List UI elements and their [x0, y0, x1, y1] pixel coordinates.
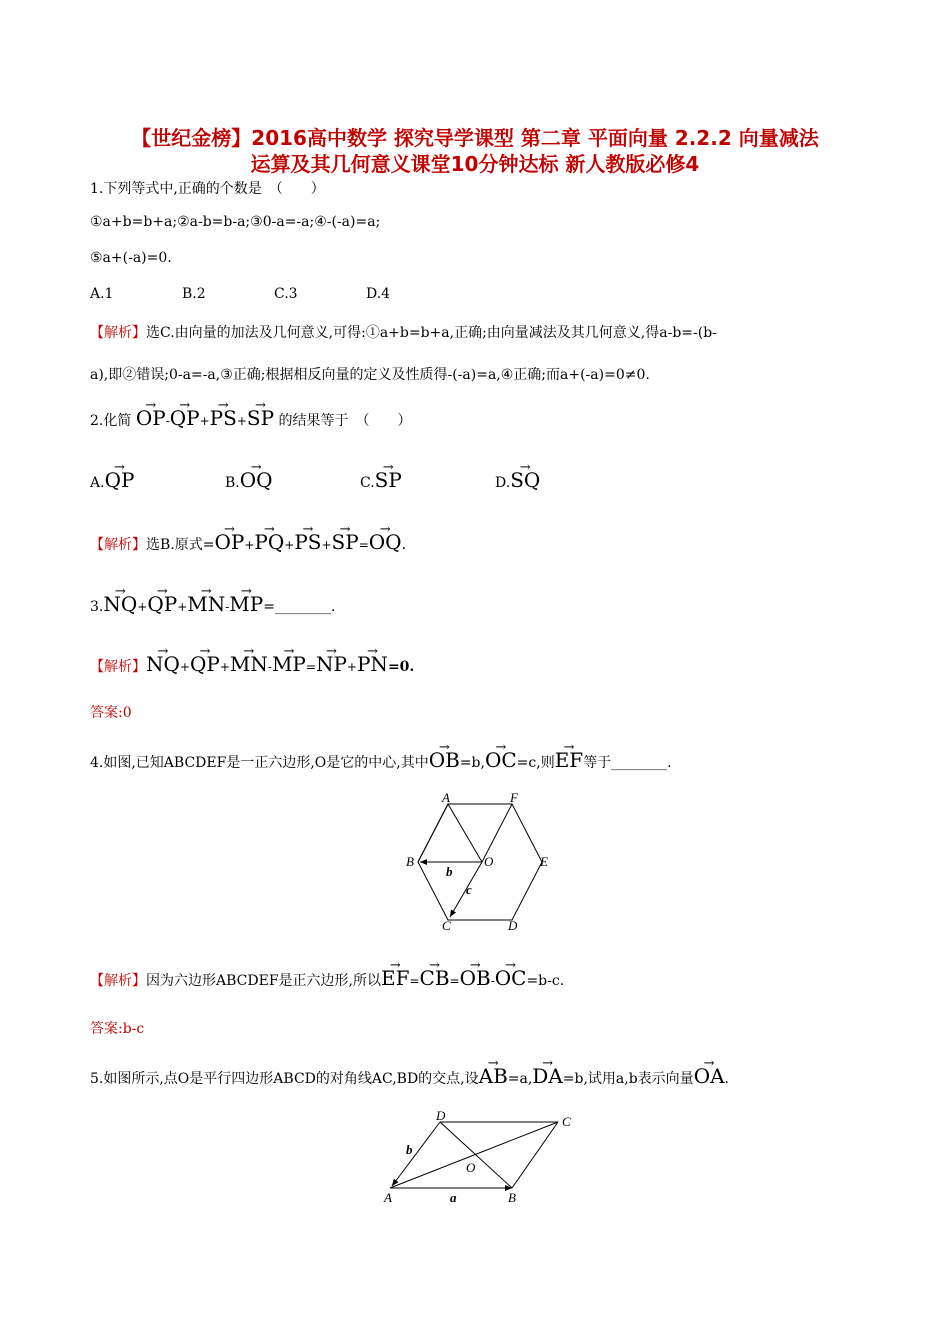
operator: - [490, 974, 495, 988]
q5-stem [90, 1056, 729, 1088]
vector: → OC [495, 958, 527, 988]
q3-analysis [90, 644, 414, 676]
q5-vector-da: → DA [532, 1056, 562, 1086]
q2-analysis-pre: 选B.原式= [146, 537, 215, 553]
q4-stem-post: 等于________. [583, 755, 672, 771]
q5-stem-pre: 5.如图所示,点O是平行四边形ABCD的对角线AC,BD的交点,设 [90, 1071, 479, 1087]
q5-vector-oa: → OA [694, 1056, 725, 1086]
fig-label-a: A [442, 792, 450, 805]
q3-answer: 答案:0 [90, 705, 132, 721]
operator: = [409, 974, 420, 988]
fig5-label-c: C [562, 1114, 571, 1129]
fig5-label-vec-a: a [450, 1190, 457, 1205]
q3-analysis-expression [146, 652, 388, 676]
vector: → SP [247, 398, 274, 428]
doc-title-line1: 【世纪金榜】2016高中数学 探究导学课型 第二章 平面向量 2.2.2 向量减法 [131, 126, 819, 150]
q3-blank: =________. [263, 599, 336, 615]
operator: + [346, 660, 357, 674]
doc-title-line2: 运算及其几何意义课堂10分钟达标 新人教版必修4 [250, 152, 700, 176]
fig-label-vec-c: c [466, 882, 472, 897]
q5-eq-b: =b,试用a,b表示向量 [562, 1071, 694, 1087]
operator: + [244, 538, 255, 552]
fig-label-vec-b: b [446, 864, 453, 879]
vector: → OP [214, 522, 244, 552]
q2-option-a-vector: → QP [105, 460, 135, 490]
vector: → PS [210, 398, 237, 428]
vector: → OB [460, 958, 491, 988]
fig5-label-d: D [436, 1110, 446, 1123]
vector: → PS [294, 522, 321, 552]
q5-eq-a: =a, [507, 1071, 533, 1087]
q4-analysis-end: =b-c. [526, 973, 565, 989]
q4-vector-ef: → EF [555, 740, 583, 770]
q1-item5: ⑤a+(-a)=0. [90, 250, 172, 266]
vector: → SP [332, 522, 359, 552]
q1-option-b: B.2 [182, 286, 206, 302]
q1-stem: 1.下列等式中,正确的个数是 （ ） [90, 181, 325, 197]
fig-label-c: C [442, 918, 451, 932]
q2-stem [90, 398, 412, 430]
q4-vector-oc: → OC [485, 740, 517, 770]
q2-option-d [495, 468, 541, 492]
operator: + [321, 538, 332, 552]
hexagon-figure [400, 792, 560, 932]
operator: = [305, 660, 316, 674]
analysis-tag: 【解析】 [90, 325, 146, 341]
vector: → EF [381, 958, 409, 988]
q5-stem-post: . [724, 1071, 729, 1087]
operator: + [284, 538, 295, 552]
operator: + [236, 414, 247, 428]
fig-label-e: E [540, 854, 548, 869]
parallelogram-figure [378, 1110, 588, 1210]
operator: + [177, 600, 188, 614]
q2-option-b-vector: → OQ [240, 460, 273, 490]
vector: → NQ [103, 584, 137, 614]
analysis-tag: 【解析】 [90, 537, 146, 553]
q2-option-c [360, 460, 495, 491]
vector: → OP [136, 398, 166, 428]
operator: - [267, 660, 272, 674]
q3-stem [90, 584, 335, 615]
operator: + [199, 414, 210, 428]
q2-option-b [225, 460, 360, 491]
q2-stem-pre: 2.化简 [90, 413, 132, 429]
q1-option-a: A.1 [90, 286, 114, 302]
operator: + [179, 660, 190, 674]
vector: → NQ [146, 644, 180, 674]
q4-answer: 答案:b-c [90, 1021, 145, 1037]
q2-option-c-vector: → SP [375, 460, 402, 490]
fig5-label-vec-b: b [406, 1142, 413, 1157]
q2-expression [135, 406, 275, 430]
q2-option-b-label: B. [225, 475, 240, 491]
q2-option-a [90, 460, 225, 491]
operator: + [219, 660, 230, 674]
vector: → PQ [254, 522, 284, 552]
fig-label-o: O [484, 854, 494, 869]
q3-number: 3. [90, 599, 104, 615]
q2-option-d-vector: → SQ [510, 460, 540, 490]
q1-options [90, 286, 390, 302]
vector: → NP [316, 644, 347, 674]
vector: → MN [230, 644, 268, 674]
q1-option-d: D.4 [366, 286, 391, 302]
q1-analysis-line1 [90, 322, 717, 342]
fig-label-b: B [406, 854, 414, 869]
operator: = [358, 538, 369, 552]
vector: → MP [272, 644, 306, 674]
q1-items: ①a+b=b+a;②a-b=b-a;③0-a=-a;④-(-a)=a; [90, 214, 381, 230]
q3-expression [103, 592, 264, 616]
q2-options [90, 460, 540, 491]
vector: → QP [190, 644, 220, 674]
q4-analysis [90, 958, 564, 990]
q2-analysis-end: . [401, 537, 407, 553]
operator: + [137, 600, 148, 614]
analysis-tag: 【解析】 [90, 659, 146, 675]
q3-analysis-end: =0. [387, 659, 415, 675]
operator: - [165, 414, 170, 428]
q4-stem-pre: 4.如图,已知ABCDEF是一正六边形,O是它的中心,其中 [90, 755, 429, 771]
q1-option-c: C.3 [274, 286, 298, 302]
vector: → MP [229, 584, 263, 614]
q4-eq-c: =c,则 [516, 755, 555, 771]
q4-vector-ob: → OB [429, 740, 460, 770]
fig-label-f: F [510, 792, 518, 805]
fig5-label-a: A [384, 1190, 392, 1205]
vector: → PN [357, 644, 388, 674]
q2-analysis [90, 522, 406, 554]
fig5-label-b: B [508, 1190, 516, 1205]
q4-analysis-expression [380, 966, 527, 990]
q2-option-d-label: D. [495, 475, 511, 491]
vector: → QP [147, 584, 177, 614]
operator: - [225, 600, 230, 614]
operator: = [449, 974, 460, 988]
q4-eq-b: =b, [459, 755, 485, 771]
fig-label-d: D [508, 918, 518, 932]
q2-analysis-expression [214, 530, 402, 554]
q2-option-a-label: A. [90, 475, 105, 491]
q2-option-c-label: C. [360, 475, 375, 491]
vector: → QP [170, 398, 200, 428]
q4-stem [90, 740, 672, 772]
q5-vector-ab: → AB [479, 1056, 508, 1086]
vector: → OQ [369, 522, 402, 552]
vector: → MN [187, 584, 225, 614]
q4-analysis-pre: 因为六边形ABCDEF是正六边形,所以 [146, 973, 381, 989]
fig5-label-o: O [466, 1160, 476, 1175]
q1-analysis-line2: a),即②错误;0-a=-a,③正确;根据相反向量的定义及性质得-(-a)=a,④正确;而a+(-a)=0≠0. [90, 367, 650, 383]
q2-stem-post: 的结果等于 （ ） [278, 413, 412, 429]
q1-analysis-text1: 选C.由向量的加法及几何意义,可得:①a+b=b+a,正确;由向量减法及其几何意义,得a-b=-(b- [146, 325, 717, 341]
analysis-tag: 【解析】 [90, 973, 146, 989]
vector: → CB [420, 958, 450, 988]
